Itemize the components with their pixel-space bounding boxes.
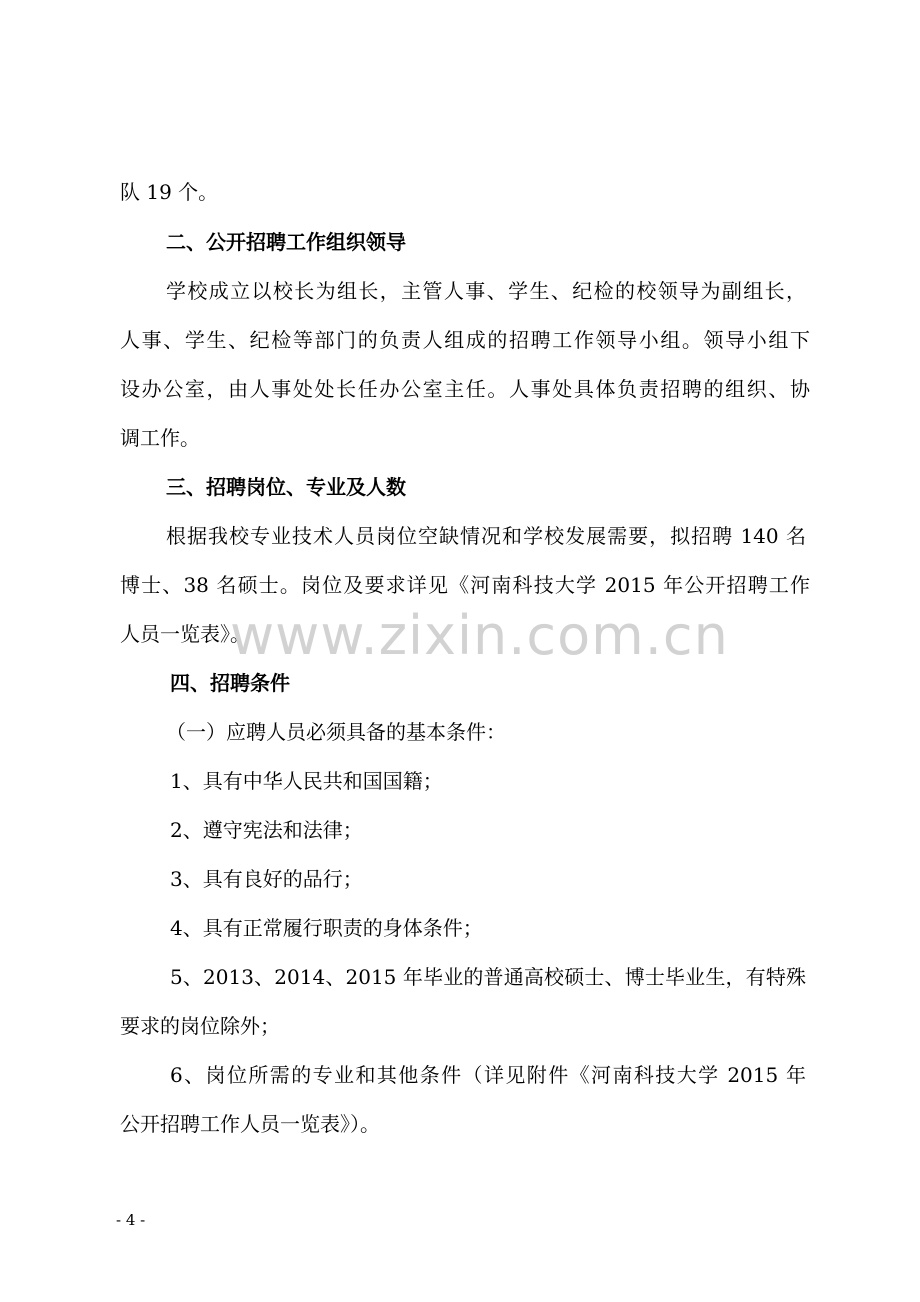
subsection-heading-basic-conditions: （一）应聘人员必须具备的基本条件： xyxy=(166,720,506,744)
list-item: 5、2013、2014、2015 年毕业的普通高校硕士、博士毕业生，有特殊 xyxy=(170,965,806,989)
list-item: 2、遵守宪法和法律； xyxy=(170,818,363,842)
page-number: - 4 - xyxy=(116,1211,146,1229)
list-item-continuation: 公开招聘工作人员一览表》）。 xyxy=(120,1112,380,1136)
paragraph-line: 人员一览表》。 xyxy=(120,622,250,646)
paragraph-line: 学校成立以校长为组长，主管人事、学生、纪检的校领导为副组长， xyxy=(166,279,806,303)
paragraph-line: 博士、38 名硕士。岗位及要求详见《河南科技大学 2015 年公开招聘工作 xyxy=(120,573,810,597)
paragraph-line: 队 19 个。 xyxy=(120,180,219,204)
section-heading-conditions: 四、招聘条件 xyxy=(170,671,290,695)
list-item: 1、具有中华人民共和国国籍； xyxy=(170,769,443,793)
watermark: www.zixin.com.cn xyxy=(230,604,729,667)
list-item: 3、具有良好的品行； xyxy=(170,867,363,891)
section-heading-positions: 三、招聘岗位、专业及人数 xyxy=(166,475,406,499)
list-item-continuation: 要求的岗位除外； xyxy=(120,1014,280,1038)
section-heading-organization: 二、公开招聘工作组织领导 xyxy=(166,230,406,254)
paragraph-line: 人事、学生、纪检等部门的负责人组成的招聘工作领导小组。领导小组下 xyxy=(120,328,810,352)
list-item: 6、岗位所需的专业和其他条件（详见附件《河南科技大学 2015 年 xyxy=(170,1063,806,1087)
list-item: 4、具有正常履行职责的身体条件； xyxy=(170,916,483,940)
paragraph-line: 根据我校专业技术人员岗位空缺情况和学校发展需要，拟招聘 140 名 xyxy=(166,524,806,548)
paragraph-line: 设办公室，由人事处处长任办公室主任。人事处具体负责招聘的组织、协 xyxy=(120,377,810,401)
paragraph-line: 调工作。 xyxy=(120,426,200,450)
